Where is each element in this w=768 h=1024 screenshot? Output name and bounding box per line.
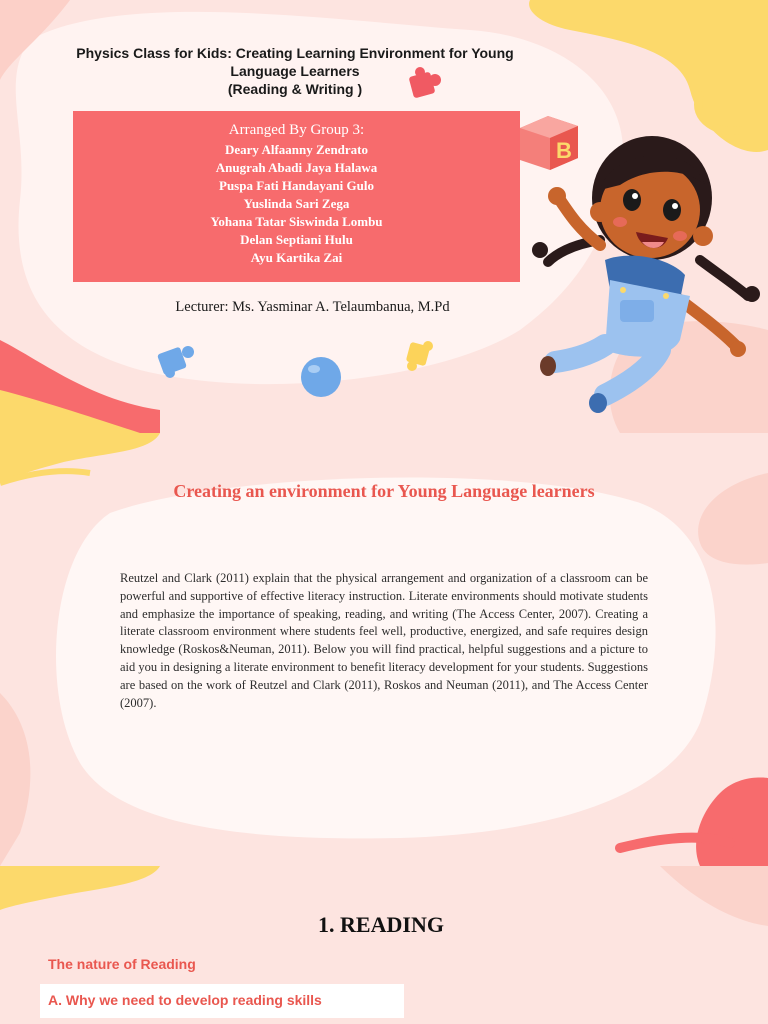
title-line-2: Language Learners: [230, 63, 360, 79]
reading-subheading: The nature of Reading: [48, 956, 196, 972]
reading-page: [0, 866, 768, 1024]
blue-ball-icon: [301, 357, 341, 397]
section-body-text: Reutzel and Clark (2011) explain that the physical arrangement and organization of a classroom can be powerful and supportive of effective literacy instruction. Literate environments should motivate students and emphasize the importance of speaking, reading, and writing (The Access Center, 2007). Creating a literate classroom environment where students feel well, productive, energized, and safe requires design knowledge (Roskos&Neuman, 2011). Below you will find practical, helpful suggestions and a picture to aid you in designing a literate environment to benefit literacy development for your students. Suggestions are based on the work of Reutzel and Clark (2011), Roskos and Neuman (2011), and The Access Center (2007).: [120, 571, 649, 710]
member-name: Yohana Tatar Siswinda Lombu: [210, 214, 383, 229]
cover-page: [0, 0, 768, 433]
member-name: Puspa Fati Handayani Gulo: [219, 178, 374, 193]
section-page: [0, 433, 768, 866]
member-name: Yuslinda Sari Zega: [243, 196, 350, 211]
member-name: Deary Alfaanny Zendrato: [225, 142, 368, 157]
group-members-box: [73, 111, 520, 282]
member-name: Ayu Kartika Zai: [250, 250, 343, 265]
item-a-banner: [40, 984, 404, 1018]
document-title: [60, 44, 530, 98]
svg-text:B: B: [556, 138, 572, 163]
member-name: Anugrah Abadi Jaya Halawa: [215, 160, 378, 175]
title-line-1: Physics Class for Kids: Creating Learning Environment for Young: [76, 45, 514, 61]
group-heading: Arranged By Group 3:: [228, 122, 365, 138]
section-heading: Creating an environment for Young Language learners: [173, 481, 595, 501]
item-a-label: A. Why we need to develop reading skills: [48, 992, 322, 1008]
member-name: Delan Septiani Hulu: [240, 232, 353, 247]
title-line-3: (Reading & Writing ): [227, 81, 363, 97]
reading-heading: 1. READING: [318, 912, 444, 937]
lecturer-name: Lecturer: Ms. Yasminar A. Telaumbanua, M.Pd: [175, 299, 450, 315]
